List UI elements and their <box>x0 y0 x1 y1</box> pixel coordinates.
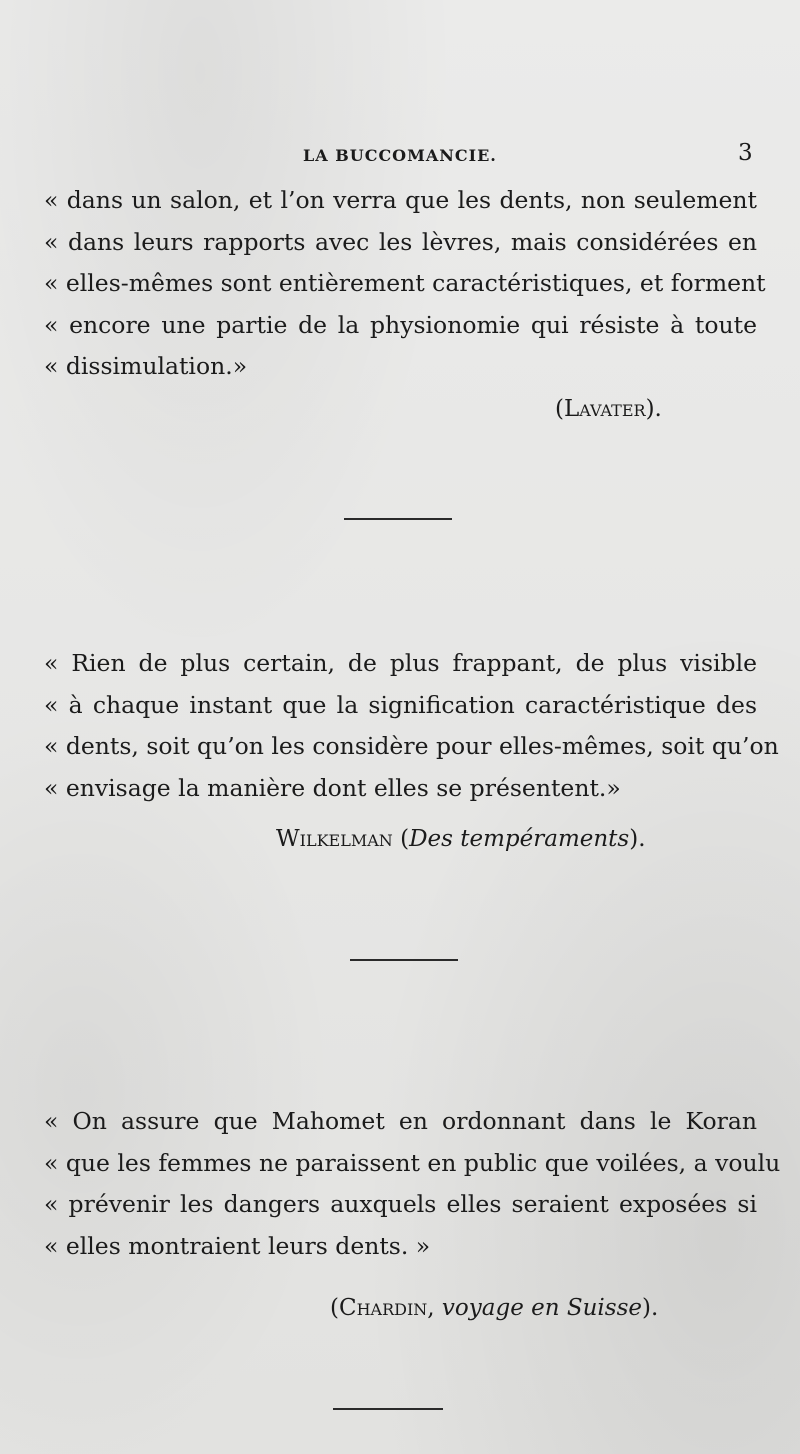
page-header <box>0 140 800 170</box>
quote-line: « elles-mêmes sont entièrement caractéristiques, et forment <box>44 269 766 297</box>
attribution-author: Lavater <box>563 396 646 422</box>
attribution-close-paren: ). <box>629 826 646 852</box>
quote-line: « dans leurs rapports avec les lèvres, mais considérées en <box>44 227 757 256</box>
quote-line: « encore une partie de la physionomie qui résiste à toute <box>44 310 757 339</box>
attribution-separator: , <box>427 1295 442 1321</box>
quote-line: « On assure que Mahomet en ordonnant dans le Koran <box>44 1107 757 1135</box>
quote-line: « envisage la manière dont elles se présentent.» <box>44 773 621 802</box>
attribution-open-paren: ( <box>330 1295 339 1321</box>
quote-line: « Rien de plus certain, de plus frappant, de plus visible <box>44 649 757 677</box>
quote-lavater <box>44 180 766 388</box>
section-divider <box>350 959 458 961</box>
quote-line: « à chaque instant que la signification caractéristique des <box>44 690 757 719</box>
quote-line: « elles montraient leurs dents. » <box>44 1231 431 1260</box>
section-divider <box>333 1408 443 1410</box>
page-number: 3 <box>738 140 753 166</box>
attribution-author: Chardin <box>338 1295 428 1321</box>
attribution-close-paren: ). <box>642 1295 659 1321</box>
attribution-close-paren: ). <box>645 396 662 422</box>
attribution-lavater <box>555 396 662 422</box>
quote-line: « dans un salon, et l’on verra que les dents, non seulement <box>44 186 757 214</box>
attribution-open-paren: ( <box>392 826 410 852</box>
attribution-open-paren: ( <box>555 396 564 422</box>
quote-wilkelman <box>44 643 779 809</box>
section-divider <box>344 518 452 520</box>
quote-line: « dissimulation.» <box>44 352 248 380</box>
quote-line: « dents, soit qu’on les considère pour elles-mêmes, soit qu’on <box>44 732 779 760</box>
attribution-wilkelman <box>276 826 646 852</box>
quote-line: « que les femmes ne paraissent en public que voilées, a voulu <box>44 1148 781 1177</box>
quote-chardin <box>44 1101 781 1267</box>
attribution-chardin <box>330 1295 658 1321</box>
quote-line: « prévenir les dangers auxquels elles seraient exposées si <box>44 1190 757 1218</box>
attribution-work: voyage en Suisse <box>441 1295 642 1321</box>
running-title: LA BUCCOMANCIE. <box>303 146 497 165</box>
attribution-author: Wilkelman <box>276 826 393 852</box>
attribution-work: Des tempéraments <box>409 826 630 852</box>
